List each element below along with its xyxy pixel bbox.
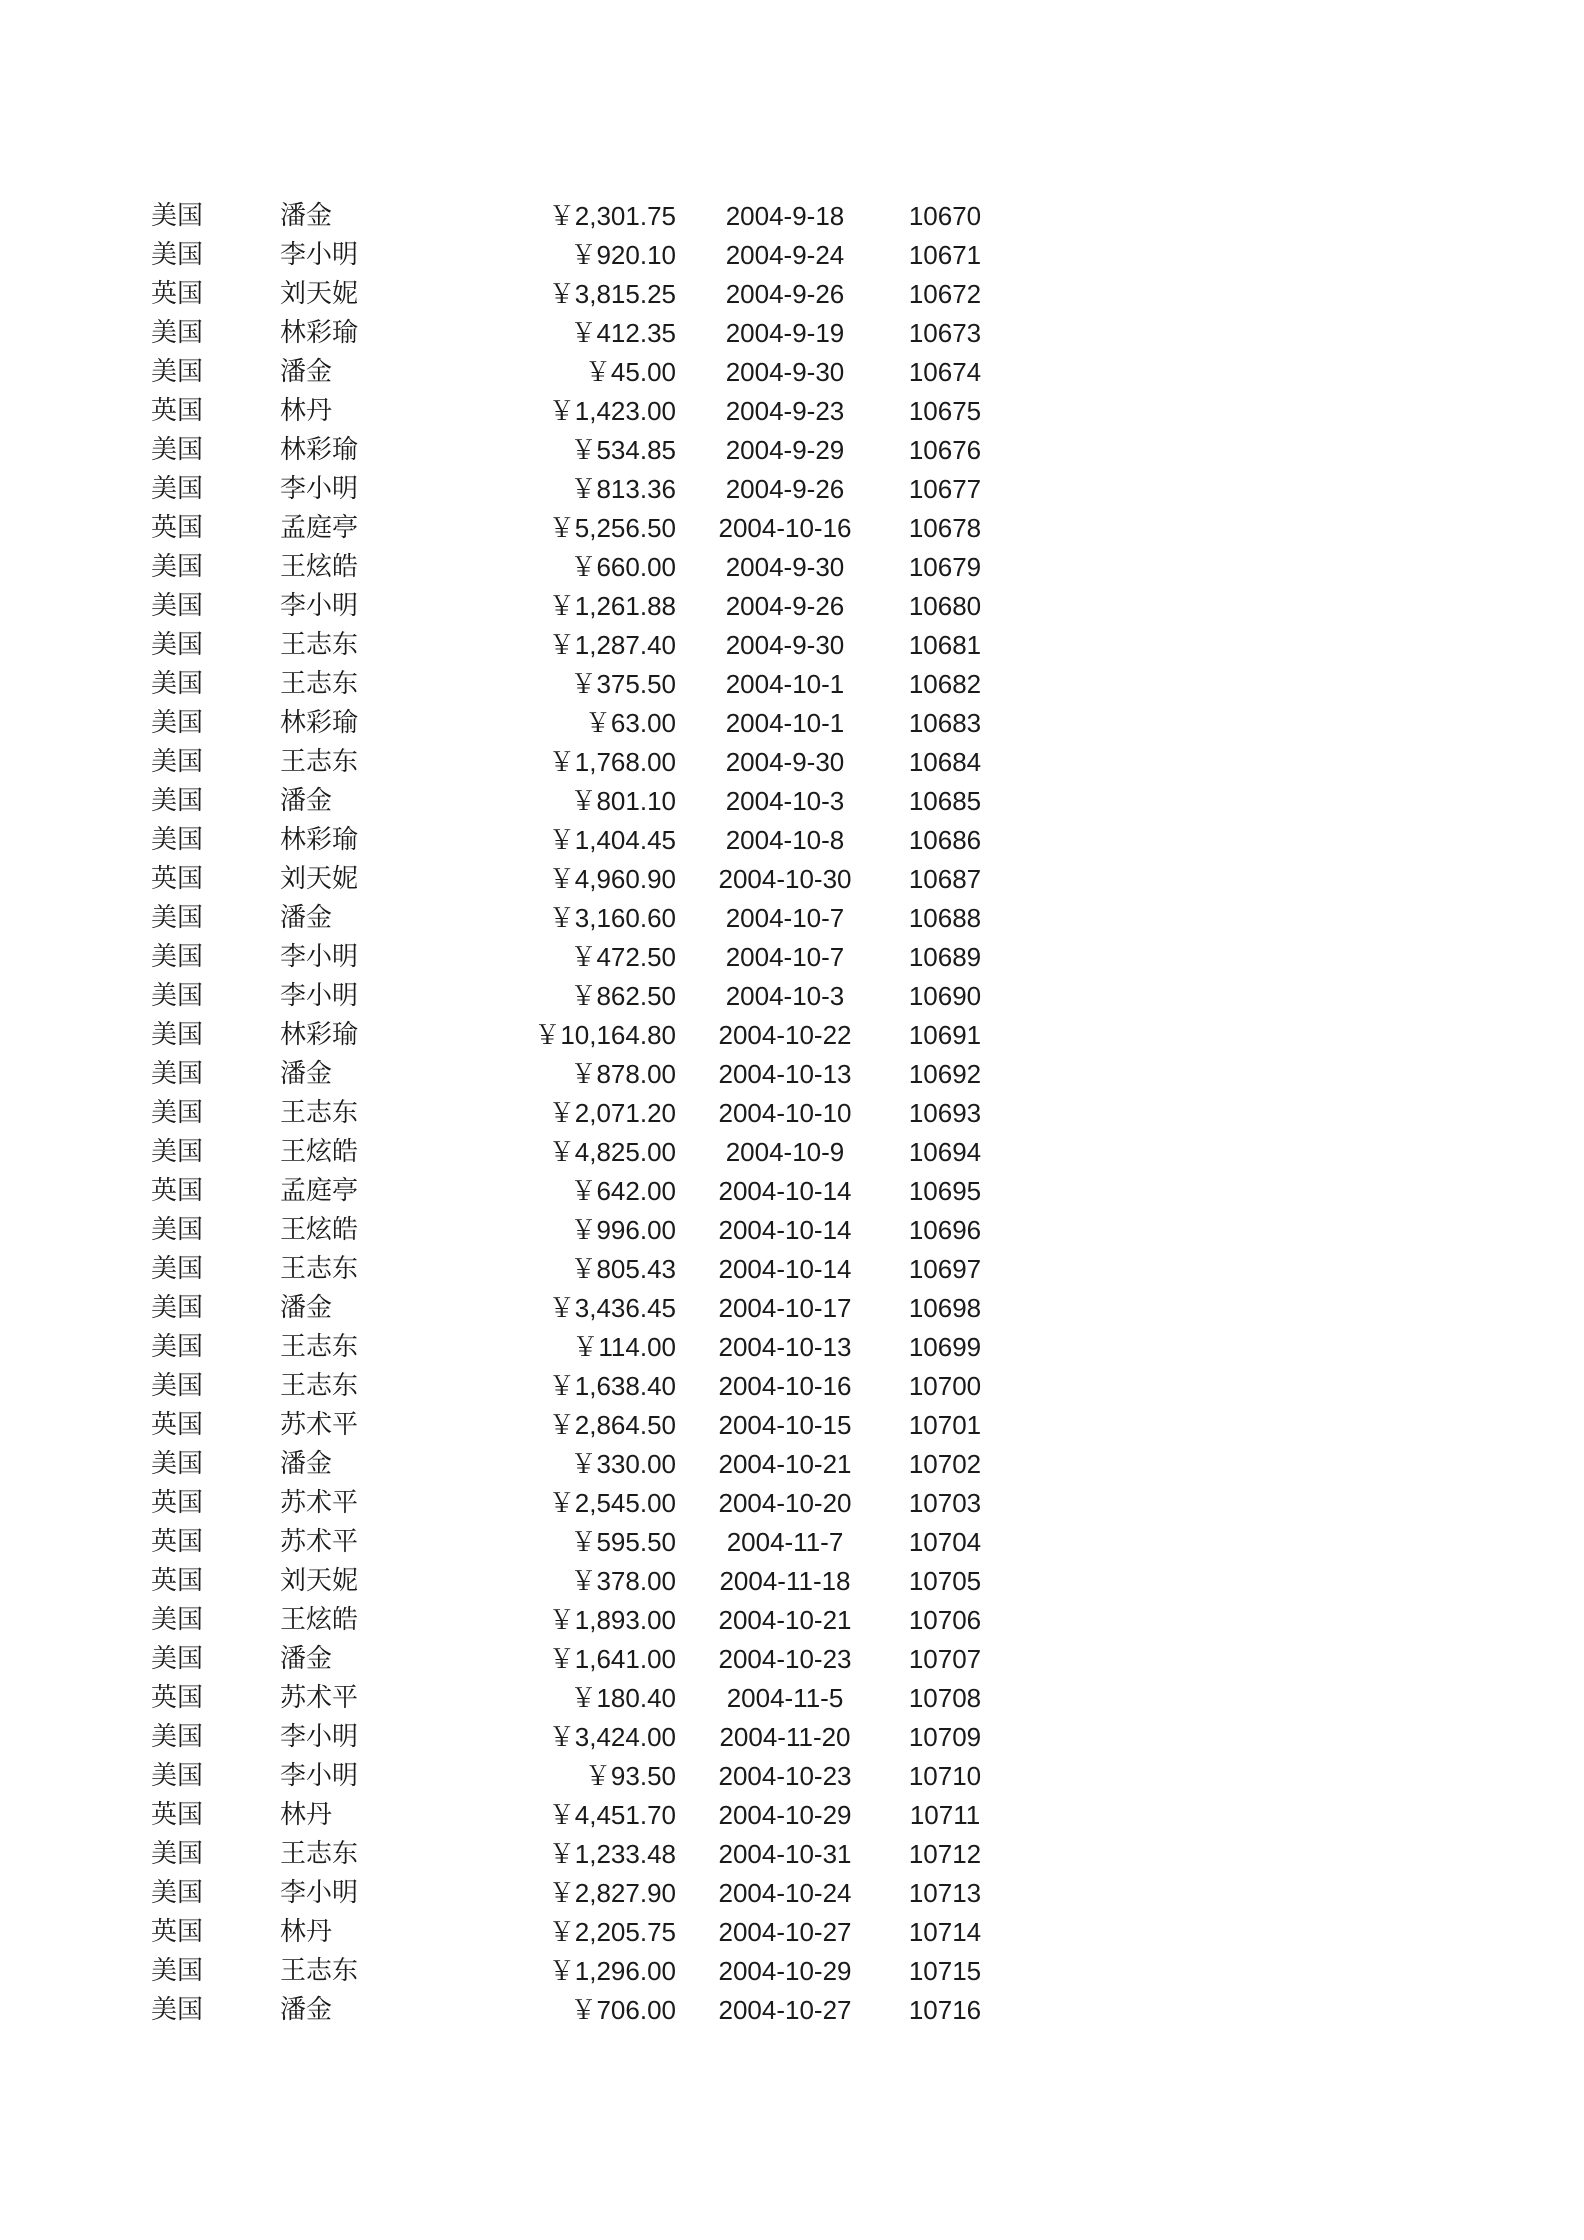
order-id-cell: 10690	[908, 981, 982, 1011]
salesperson-cell: 刘天妮	[280, 279, 359, 309]
date-cell: 2004-10-22	[718, 1020, 852, 1050]
salesperson-cell: 潘金	[280, 786, 333, 816]
order-id-cell: 10670	[908, 201, 982, 231]
order-id-cell: 10687	[908, 864, 982, 894]
order-id-cell: 10705	[908, 1566, 982, 1596]
amount-cell: ￥706.00	[570, 1995, 676, 2025]
table-row	[0, 665, 1584, 704]
date-cell: 2004-9-18	[725, 201, 845, 231]
order-id-cell: 10691	[908, 1020, 982, 1050]
date-cell: 2004-9-26	[725, 279, 845, 309]
country-cell: 英国	[151, 1527, 204, 1557]
country-cell: 美国	[151, 1020, 204, 1050]
amount-cell: ￥660.00	[570, 552, 676, 582]
date-cell: 2004-10-14	[718, 1215, 852, 1245]
amount-cell: ￥920.10	[570, 240, 676, 270]
country-cell: 美国	[151, 1956, 204, 1986]
date-cell: 2004-10-15	[718, 1410, 852, 1440]
date-cell: 2004-10-9	[725, 1137, 845, 1167]
salesperson-cell: 王志东	[280, 1839, 359, 1869]
order-id-cell: 10713	[908, 1878, 982, 1908]
amount-cell: ￥375.50	[570, 669, 676, 699]
salesperson-cell: 潘金	[280, 1293, 333, 1323]
order-id-cell: 10716	[908, 1995, 982, 2025]
table-row	[0, 1211, 1584, 1250]
table-row	[0, 821, 1584, 860]
table-row	[0, 1757, 1584, 1796]
salesperson-cell: 林彩瑜	[280, 825, 359, 855]
table-row	[0, 353, 1584, 392]
table-row	[0, 1328, 1584, 1367]
salesperson-cell: 潘金	[280, 1995, 333, 2025]
country-cell: 美国	[151, 1644, 204, 1674]
date-cell: 2004-9-26	[725, 474, 845, 504]
date-cell: 2004-10-27	[718, 1917, 852, 1947]
order-id-cell: 10710	[908, 1761, 982, 1791]
amount-cell: ￥1,768.00	[548, 747, 676, 777]
date-cell: 2004-10-7	[725, 903, 845, 933]
salesperson-cell: 苏术平	[280, 1683, 359, 1713]
amount-cell: ￥330.00	[570, 1449, 676, 1479]
table-row	[0, 431, 1584, 470]
salesperson-cell: 潘金	[280, 1644, 333, 1674]
salesperson-cell: 李小明	[280, 591, 359, 621]
country-cell: 美国	[151, 1878, 204, 1908]
date-cell: 2004-10-3	[725, 786, 845, 816]
date-cell: 2004-10-21	[718, 1605, 852, 1635]
country-cell: 美国	[151, 1215, 204, 1245]
order-id-cell: 10679	[908, 552, 982, 582]
salesperson-cell: 李小明	[280, 474, 359, 504]
country-cell: 美国	[151, 318, 204, 348]
date-cell: 2004-10-21	[718, 1449, 852, 1479]
date-cell: 2004-10-23	[718, 1761, 852, 1791]
country-cell: 美国	[151, 1995, 204, 2025]
date-cell: 2004-10-30	[718, 864, 852, 894]
table-row	[0, 743, 1584, 782]
salesperson-cell: 林彩瑜	[280, 435, 359, 465]
table-row	[0, 1874, 1584, 1913]
amount-cell: ￥801.10	[570, 786, 676, 816]
country-cell: 英国	[151, 1683, 204, 1713]
date-cell: 2004-10-14	[718, 1254, 852, 1284]
amount-cell: ￥4,825.00	[548, 1137, 676, 1167]
date-cell: 2004-10-31	[718, 1839, 852, 1869]
country-cell: 美国	[151, 474, 204, 504]
amount-cell: ￥2,071.20	[548, 1098, 676, 1128]
salesperson-cell: 潘金	[280, 357, 333, 387]
date-cell: 2004-11-18	[719, 1566, 851, 1596]
country-cell: 美国	[151, 786, 204, 816]
order-id-cell: 10694	[908, 1137, 982, 1167]
order-id-cell: 10699	[908, 1332, 982, 1362]
table-row	[0, 275, 1584, 314]
order-id-cell: 10712	[908, 1839, 982, 1869]
order-id-cell: 10678	[908, 513, 982, 543]
date-cell: 2004-10-13	[718, 1059, 852, 1089]
date-cell: 2004-10-29	[718, 1800, 852, 1830]
table-row	[0, 1406, 1584, 1445]
amount-cell: ￥412.35	[570, 318, 676, 348]
country-cell: 英国	[151, 1410, 204, 1440]
amount-cell: ￥2,864.50	[548, 1410, 676, 1440]
country-cell: 英国	[151, 1176, 204, 1206]
order-id-cell: 10692	[908, 1059, 982, 1089]
amount-cell: ￥63.00	[584, 708, 676, 738]
table-row	[0, 197, 1584, 236]
date-cell: 2004-10-14	[718, 1176, 852, 1206]
amount-cell: ￥1,893.00	[548, 1605, 676, 1635]
order-id-cell: 10696	[908, 1215, 982, 1245]
amount-cell: ￥1,423.00	[548, 396, 676, 426]
country-cell: 美国	[151, 1449, 204, 1479]
date-cell: 2004-10-1	[725, 708, 845, 738]
salesperson-cell: 王志东	[280, 1098, 359, 1128]
amount-cell: ￥1,296.00	[548, 1956, 676, 1986]
amount-cell: ￥4,451.70	[548, 1800, 676, 1830]
date-cell: 2004-10-7	[725, 942, 845, 972]
order-id-cell: 10682	[908, 669, 982, 699]
salesperson-cell: 王炫皓	[280, 1137, 359, 1167]
amount-cell: ￥862.50	[570, 981, 676, 1011]
table-row	[0, 587, 1584, 626]
order-id-cell: 10685	[908, 786, 982, 816]
order-id-cell: 10676	[908, 435, 982, 465]
country-cell: 美国	[151, 357, 204, 387]
salesperson-cell: 潘金	[280, 1449, 333, 1479]
salesperson-cell: 李小明	[280, 981, 359, 1011]
date-cell: 2004-11-20	[719, 1722, 851, 1752]
date-cell: 2004-10-16	[718, 513, 852, 543]
amount-cell: ￥1,261.88	[548, 591, 676, 621]
amount-cell: ￥878.00	[570, 1059, 676, 1089]
order-id-cell: 10689	[908, 942, 982, 972]
amount-cell: ￥1,233.48	[548, 1839, 676, 1869]
order-id-cell: 10711	[909, 1800, 981, 1830]
salesperson-cell: 孟庭亭	[280, 513, 359, 543]
salesperson-cell: 林彩瑜	[280, 1020, 359, 1050]
table-row	[0, 1640, 1584, 1679]
salesperson-cell: 刘天妮	[280, 864, 359, 894]
date-cell: 2004-9-30	[725, 747, 845, 777]
country-cell: 英国	[151, 513, 204, 543]
amount-cell: ￥1,641.00	[548, 1644, 676, 1674]
amount-cell: ￥4,960.90	[548, 864, 676, 894]
salesperson-cell: 王志东	[280, 1332, 359, 1362]
order-id-cell: 10677	[908, 474, 982, 504]
date-cell: 2004-9-26	[725, 591, 845, 621]
country-cell: 美国	[151, 201, 204, 231]
order-id-cell: 10714	[908, 1917, 982, 1947]
table-row	[0, 1523, 1584, 1562]
country-cell: 美国	[151, 981, 204, 1011]
order-id-cell: 10706	[908, 1605, 982, 1635]
amount-cell: ￥3,815.25	[548, 279, 676, 309]
table-row	[0, 860, 1584, 899]
country-cell: 美国	[151, 708, 204, 738]
table-row	[0, 1250, 1584, 1289]
amount-cell: ￥2,545.00	[548, 1488, 676, 1518]
salesperson-cell: 林彩瑜	[280, 708, 359, 738]
order-id-cell: 10704	[908, 1527, 982, 1557]
order-id-cell: 10674	[908, 357, 982, 387]
order-id-cell: 10673	[908, 318, 982, 348]
table-row	[0, 1679, 1584, 1718]
amount-cell: ￥996.00	[570, 1215, 676, 1245]
order-id-cell: 10701	[908, 1410, 982, 1440]
date-cell: 2004-10-10	[718, 1098, 852, 1128]
country-cell: 美国	[151, 747, 204, 777]
table-row	[0, 548, 1584, 587]
order-id-cell: 10700	[908, 1371, 982, 1401]
order-id-cell: 10688	[908, 903, 982, 933]
salesperson-cell: 王志东	[280, 747, 359, 777]
order-id-cell: 10709	[908, 1722, 982, 1752]
amount-cell: ￥642.00	[570, 1176, 676, 1206]
date-cell: 2004-9-30	[725, 552, 845, 582]
country-cell: 英国	[151, 1488, 204, 1518]
order-id-cell: 10707	[908, 1644, 982, 1674]
country-cell: 美国	[151, 903, 204, 933]
table-row	[0, 1133, 1584, 1172]
country-cell: 美国	[151, 1839, 204, 1869]
order-id-cell: 10702	[908, 1449, 982, 1479]
salesperson-cell: 王志东	[280, 630, 359, 660]
country-cell: 美国	[151, 1761, 204, 1791]
table-row	[0, 1367, 1584, 1406]
date-cell: 2004-10-27	[718, 1995, 852, 2025]
salesperson-cell: 刘天妮	[280, 1566, 359, 1596]
table-row	[0, 1094, 1584, 1133]
salesperson-cell: 苏术平	[280, 1410, 359, 1440]
order-id-cell: 10703	[908, 1488, 982, 1518]
amount-cell: ￥1,287.40	[548, 630, 676, 660]
table-row	[0, 1991, 1584, 2030]
table-row	[0, 1172, 1584, 1211]
table-row	[0, 1484, 1584, 1523]
country-cell: 美国	[151, 1722, 204, 1752]
salesperson-cell: 孟庭亭	[280, 1176, 359, 1206]
order-id-cell: 10672	[908, 279, 982, 309]
table-row	[0, 1835, 1584, 1874]
amount-cell: ￥5,256.50	[548, 513, 676, 543]
salesperson-cell: 林丹	[280, 1917, 333, 1947]
amount-cell: ￥10,164.80	[534, 1020, 676, 1050]
order-id-cell: 10695	[908, 1176, 982, 1206]
table-row	[0, 899, 1584, 938]
salesperson-cell: 林丹	[280, 1800, 333, 1830]
data-table	[0, 197, 1584, 2030]
salesperson-cell: 苏术平	[280, 1527, 359, 1557]
table-row	[0, 1289, 1584, 1328]
salesperson-cell: 林彩瑜	[280, 318, 359, 348]
country-cell: 英国	[151, 864, 204, 894]
country-cell: 美国	[151, 1098, 204, 1128]
date-cell: 2004-10-8	[725, 825, 845, 855]
amount-cell: ￥472.50	[570, 942, 676, 972]
date-cell: 2004-10-23	[718, 1644, 852, 1674]
table-row	[0, 236, 1584, 275]
salesperson-cell: 李小明	[280, 1878, 359, 1908]
table-row	[0, 1718, 1584, 1757]
order-id-cell: 10684	[908, 747, 982, 777]
table-row	[0, 392, 1584, 431]
table-row	[0, 314, 1584, 353]
country-cell: 美国	[151, 435, 204, 465]
order-id-cell: 10708	[908, 1683, 982, 1713]
table-row	[0, 977, 1584, 1016]
amount-cell: ￥1,404.45	[548, 825, 676, 855]
date-cell: 2004-10-1	[725, 669, 845, 699]
amount-cell: ￥595.50	[570, 1527, 676, 1557]
date-cell: 2004-10-16	[718, 1371, 852, 1401]
date-cell: 2004-10-17	[718, 1293, 852, 1323]
salesperson-cell: 李小明	[280, 1722, 359, 1752]
table-row	[0, 1952, 1584, 1991]
order-id-cell: 10681	[908, 630, 982, 660]
salesperson-cell: 王炫皓	[280, 1215, 359, 1245]
salesperson-cell: 潘金	[280, 201, 333, 231]
country-cell: 美国	[151, 552, 204, 582]
country-cell: 美国	[151, 1137, 204, 1167]
amount-cell: ￥3,424.00	[548, 1722, 676, 1752]
table-row	[0, 470, 1584, 509]
country-cell: 美国	[151, 240, 204, 270]
date-cell: 2004-9-29	[725, 435, 845, 465]
order-id-cell: 10698	[908, 1293, 982, 1323]
amount-cell: ￥114.00	[572, 1332, 676, 1362]
order-id-cell: 10697	[908, 1254, 982, 1284]
order-id-cell: 10715	[908, 1956, 982, 1986]
country-cell: 美国	[151, 1254, 204, 1284]
salesperson-cell: 潘金	[280, 1059, 333, 1089]
table-row	[0, 1601, 1584, 1640]
salesperson-cell: 王炫皓	[280, 1605, 359, 1635]
amount-cell: ￥2,205.75	[548, 1917, 676, 1947]
amount-cell: ￥93.50	[584, 1761, 676, 1791]
salesperson-cell: 王炫皓	[280, 552, 359, 582]
table-row	[0, 782, 1584, 821]
country-cell: 美国	[151, 1605, 204, 1635]
salesperson-cell: 林丹	[280, 396, 333, 426]
date-cell: 2004-10-3	[725, 981, 845, 1011]
date-cell: 2004-9-30	[725, 357, 845, 387]
date-cell: 2004-9-19	[725, 318, 845, 348]
order-id-cell: 10683	[908, 708, 982, 738]
amount-cell: ￥1,638.40	[548, 1371, 676, 1401]
amount-cell: ￥2,827.90	[548, 1878, 676, 1908]
table-row	[0, 704, 1584, 743]
salesperson-cell: 王志东	[280, 1371, 359, 1401]
date-cell: 2004-10-20	[718, 1488, 852, 1518]
country-cell: 美国	[151, 1371, 204, 1401]
country-cell: 美国	[151, 1332, 204, 1362]
country-cell: 英国	[151, 1800, 204, 1830]
table-row	[0, 1445, 1584, 1484]
country-cell: 英国	[151, 1566, 204, 1596]
date-cell: 2004-10-29	[718, 1956, 852, 1986]
salesperson-cell: 李小明	[280, 1761, 359, 1791]
date-cell: 2004-9-23	[725, 396, 845, 426]
country-cell: 美国	[151, 942, 204, 972]
order-id-cell: 10693	[908, 1098, 982, 1128]
order-id-cell: 10686	[908, 825, 982, 855]
salesperson-cell: 李小明	[280, 240, 359, 270]
date-cell: 2004-11-5	[726, 1683, 844, 1713]
country-cell: 美国	[151, 669, 204, 699]
table-row	[0, 1796, 1584, 1835]
date-cell: 2004-10-24	[718, 1878, 852, 1908]
salesperson-cell: 王志东	[280, 1956, 359, 1986]
table-row	[0, 1016, 1584, 1055]
date-cell: 2004-9-30	[725, 630, 845, 660]
country-cell: 美国	[151, 591, 204, 621]
salesperson-cell: 苏术平	[280, 1488, 359, 1518]
salesperson-cell: 王志东	[280, 669, 359, 699]
country-cell: 美国	[151, 630, 204, 660]
amount-cell: ￥180.40	[570, 1683, 676, 1713]
table-row	[0, 626, 1584, 665]
amount-cell: ￥534.85	[570, 435, 676, 465]
amount-cell: ￥3,436.45	[548, 1293, 676, 1323]
amount-cell: ￥813.36	[570, 474, 676, 504]
table-row	[0, 1055, 1584, 1094]
amount-cell: ￥805.43	[570, 1254, 676, 1284]
country-cell: 美国	[151, 825, 204, 855]
salesperson-cell: 潘金	[280, 903, 333, 933]
amount-cell: ￥378.00	[570, 1566, 676, 1596]
table-row	[0, 1562, 1584, 1601]
order-id-cell: 10671	[908, 240, 982, 270]
amount-cell: ￥45.00	[584, 357, 676, 387]
salesperson-cell: 王志东	[280, 1254, 359, 1284]
table-row	[0, 1913, 1584, 1952]
country-cell: 英国	[151, 279, 204, 309]
table-row	[0, 509, 1584, 548]
country-cell: 英国	[151, 1917, 204, 1947]
table-row	[0, 938, 1584, 977]
country-cell: 美国	[151, 1293, 204, 1323]
amount-cell: ￥3,160.60	[548, 903, 676, 933]
order-id-cell: 10680	[908, 591, 982, 621]
country-cell: 美国	[151, 1059, 204, 1089]
amount-cell: ￥2,301.75	[548, 201, 676, 231]
order-id-cell: 10675	[908, 396, 982, 426]
date-cell: 2004-11-7	[726, 1527, 844, 1557]
country-cell: 英国	[151, 396, 204, 426]
salesperson-cell: 李小明	[280, 942, 359, 972]
date-cell: 2004-10-13	[718, 1332, 852, 1362]
date-cell: 2004-9-24	[725, 240, 845, 270]
